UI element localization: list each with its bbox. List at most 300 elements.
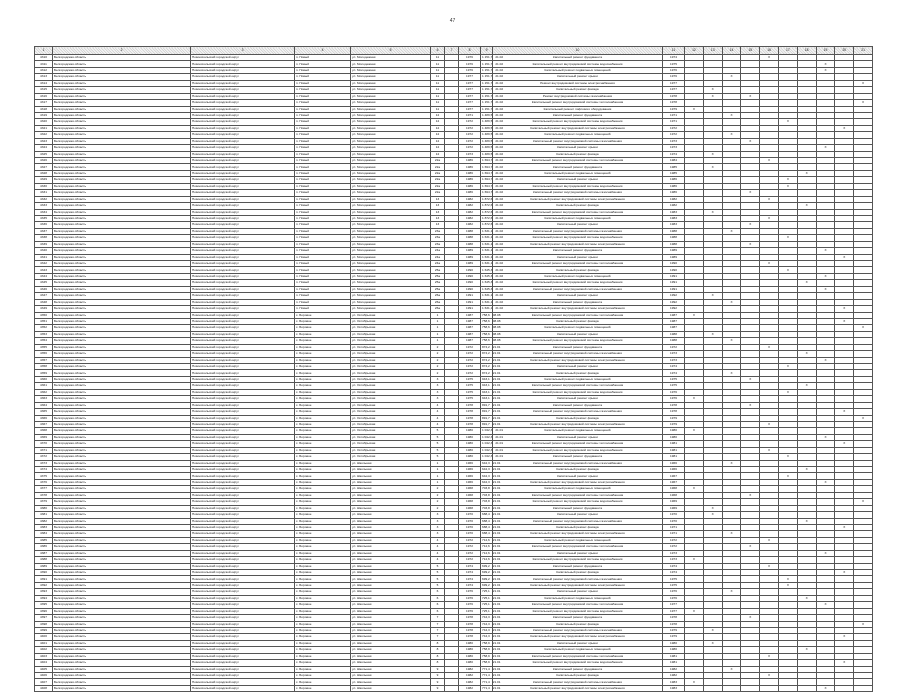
total-area [481, 93, 504, 99]
registration-date: 21.01 [492, 640, 501, 645]
locality: п. Новый [295, 93, 351, 99]
commission-year: 1982 [459, 203, 481, 209]
house-number: 25а [431, 280, 445, 286]
work-type: Капитальный ремонт фундамента [493, 454, 663, 460]
column-number-header: 11 [663, 47, 685, 55]
total-area [481, 499, 501, 505]
house-number: 11 [431, 80, 445, 86]
registration-date: 21.02 [495, 267, 504, 272]
total-area [481, 679, 501, 685]
row-number: 4386 [35, 544, 53, 550]
locality: п. Новый [295, 177, 351, 183]
registration-date: 21.01 [492, 473, 501, 478]
total-area [481, 627, 501, 633]
street: ул. Молодежная [351, 177, 431, 183]
work-type: Капитальный ремонт крыши [493, 589, 663, 595]
district-name: Новооскольский городской округ [191, 254, 295, 260]
mark-cell: X [703, 151, 722, 157]
mark-cell: X [685, 106, 704, 112]
work-type: Капитальный ремонт лифтового оборудования [493, 106, 663, 112]
mark-cell: X [797, 383, 816, 389]
commission-year: 1980 [459, 447, 481, 453]
locality: п. Новый [295, 67, 351, 73]
total-area [481, 640, 501, 646]
locality: с. Боровое [295, 396, 351, 402]
total-area-value: 1 631,1 [482, 235, 493, 240]
registration-date: 21.02 [495, 55, 504, 60]
total-area [481, 312, 501, 318]
total-area-value: 712,6 [482, 537, 490, 542]
total-area [481, 138, 504, 144]
total-area-value: 758,9 [482, 660, 490, 665]
registration-date: 21.01 [492, 653, 501, 658]
work-type: Капитальный ремонт крыши [493, 396, 663, 402]
region-name: Белгородская область [53, 209, 191, 215]
commission-year: 1982 [459, 673, 481, 679]
total-area [481, 177, 504, 183]
district-name: Новооскольский городской округ [191, 409, 295, 415]
registration-date: 21.02 [495, 209, 504, 214]
commission-year: 1972 [459, 351, 481, 357]
district-name: Новооскольский городской округ [191, 306, 295, 312]
locality: п. Новый [295, 80, 351, 86]
locality: с. Боровое [295, 544, 351, 550]
total-area-value: 1 631,1 [482, 248, 493, 253]
district-name: Новооскольский городской округ [191, 454, 295, 460]
registration-date: 21.02 [495, 145, 504, 150]
total-area [481, 74, 504, 80]
registration-date: 21.01 [492, 608, 501, 613]
district-name: Новооскольский городской округ [191, 524, 295, 530]
column-number-header: 1 [35, 47, 53, 55]
total-area [481, 235, 504, 241]
column-number-header: 2 [53, 47, 191, 55]
total-area [481, 267, 504, 273]
registration-date: 21.01 [492, 621, 501, 626]
locality: с. Боровое [295, 344, 351, 350]
house-number: 5 [431, 582, 445, 588]
mark-cell: X [685, 608, 704, 614]
row-number: 4403 [35, 653, 53, 659]
mark-cell: X [760, 537, 779, 543]
planned-year: 1983 [663, 685, 685, 691]
commission-year: 1972 [459, 544, 481, 550]
region-name: Белгородская область [53, 460, 191, 466]
planned-year: 1968 [663, 492, 685, 498]
commission-year: 1970 [459, 512, 481, 518]
planned-year: 1972 [663, 544, 685, 550]
house-number: 3 [431, 512, 445, 518]
street: ул. Молодежная [351, 119, 431, 125]
street: ул. Школьная [351, 537, 431, 543]
registration-date: 21.01 [492, 389, 501, 394]
column-number-header: 3 [191, 47, 295, 55]
mark-cell: X [816, 248, 835, 254]
region-name: Белгородская область [53, 196, 191, 202]
row-number: 4331 [35, 190, 53, 196]
registration-date: 21.01 [492, 512, 501, 517]
street: ул. Школьная [351, 615, 431, 621]
work-type: Капитальный ремонт внутридомовой системы водоснабжения [493, 183, 663, 189]
district-name: Новооскольский городской округ [191, 293, 295, 299]
row-number: 4358 [35, 364, 53, 370]
house-number: 12 [431, 145, 445, 151]
locality: п. Новый [295, 209, 351, 215]
planned-year: 1979 [663, 106, 685, 112]
locality: с. Боровое [295, 582, 351, 588]
work-type: Капитальный ремонт внутридомовой системы теплоснабжения [493, 100, 663, 106]
house-number: 4 [431, 415, 445, 421]
registration-date: 21.01 [492, 666, 501, 671]
total-area [481, 100, 504, 106]
row-number: 4362 [35, 389, 53, 395]
total-area [481, 653, 501, 659]
row-number: 4327 [35, 164, 53, 170]
work-type: Капитальный ремонт фасада [493, 467, 663, 473]
locality: п. Новый [295, 138, 351, 144]
mark-cell: X [741, 222, 760, 228]
locality: п. Новый [295, 87, 351, 93]
house-number: 25а [431, 273, 445, 279]
house-number: 2 [431, 486, 445, 492]
house-number: 12 [431, 119, 445, 125]
work-type: Капитальный ремонт внутридомовой системы газоснабжения [493, 190, 663, 196]
mark-cell: X [835, 634, 854, 640]
total-area-value: 1 631,1 [482, 306, 493, 311]
region-name: Белгородская область [53, 145, 191, 151]
total-area-value: 1 042,3 [482, 434, 493, 439]
total-area-value: 1 631,1 [482, 228, 493, 233]
work-type: Капитальный ремонт внутридомовой системы электроснабжения [493, 685, 663, 691]
district-name: Новооскольский городской округ [191, 235, 295, 241]
registration-date: 21.01 [492, 351, 501, 356]
planned-year: 1991 [663, 273, 685, 279]
street: ул. Школьная [351, 505, 431, 511]
registration-date: 21.01 [492, 628, 501, 633]
row-number: 4389 [35, 563, 53, 569]
locality: с. Боровое [295, 589, 351, 595]
mark-cell: X [778, 473, 797, 479]
commission-year: 1989 [459, 254, 481, 260]
street: ул. Октябрьская [351, 376, 431, 382]
total-area-value: 758,6 [482, 331, 490, 336]
district-name: Новооскольский городской округ [191, 383, 295, 389]
house-number: 13 [431, 196, 445, 202]
street: ул. Школьная [351, 685, 431, 691]
mark-cell: X [685, 396, 704, 402]
region-name: Белгородская область [53, 100, 191, 106]
locality: с. Боровое [295, 666, 351, 672]
registration-date: 21.02 [495, 106, 504, 111]
total-area-value: 1 872,6 [482, 203, 493, 208]
mark-cell: X [741, 544, 760, 550]
total-area-value: 1 645,3 [482, 273, 493, 278]
row-number: 4369 [35, 434, 53, 440]
row-number: 4342 [35, 261, 53, 267]
mark-cell: X [703, 640, 722, 646]
row-number: 4356 [35, 351, 53, 357]
total-area-value: 758,6 [482, 312, 490, 317]
work-type: Капитальный ремонт фундамента [493, 248, 663, 254]
registration-date: 21.02 [495, 293, 504, 298]
total-area [481, 338, 501, 344]
house-number: 1 [431, 473, 445, 479]
work-type: Капитальный ремонт внутридомовой системы газоснабжения [493, 228, 663, 234]
region-name: Белгородская область [53, 344, 191, 350]
locality: п. Новый [295, 119, 351, 125]
commission-year: 1977 [459, 80, 481, 86]
registration-date: 08.08 [492, 319, 501, 324]
mark-cell: X [816, 145, 835, 151]
table-row [35, 685, 873, 691]
region-name: Белгородская область [53, 132, 191, 138]
planned-year: 1982 [663, 203, 685, 209]
row-number: 4322 [35, 132, 53, 138]
commission-year: 1982 [459, 196, 481, 202]
registration-date: 21.01 [492, 544, 501, 549]
column-number-header: 18 [797, 47, 816, 55]
street: ул. Молодежная [351, 299, 431, 305]
total-area [481, 87, 504, 93]
house-number: 2 [431, 357, 445, 363]
total-area [481, 492, 501, 498]
work-type: Капитальный ремонт внутридомовой системы газоснабжения [493, 576, 663, 582]
house-number: 9 [431, 666, 445, 672]
house-number: 12 [431, 125, 445, 131]
registration-date: 21.01 [492, 550, 501, 555]
total-area-value: 725,1 [482, 608, 490, 613]
locality: п. Новый [295, 273, 351, 279]
mark-cell [703, 685, 722, 691]
region-name: Белгородская область [53, 318, 191, 324]
locality: п. Новый [295, 196, 351, 202]
locality: п. Новый [295, 306, 351, 312]
mark-cell [854, 685, 873, 691]
district-name: Новооскольский городской округ [191, 145, 295, 151]
planned-year: 1971 [663, 524, 685, 530]
registration-date: 08.08 [492, 325, 501, 330]
district-name: Новооскольский городской округ [191, 492, 295, 498]
total-area [481, 280, 504, 286]
locality: п. Новый [295, 183, 351, 189]
district-name: Новооскольский городской округ [191, 576, 295, 582]
work-type: Капитальный ремонт подвальных помещений [493, 325, 663, 331]
locality: с. Боровое [295, 647, 351, 653]
region-name: Белгородская область [53, 248, 191, 254]
commission-year: 1990 [459, 267, 481, 273]
work-type: Капитальный ремонт внутридомовой системы теплоснабжения [493, 312, 663, 318]
street: ул. Молодежная [351, 235, 431, 241]
planned-year: 1977 [663, 608, 685, 614]
mark-cell: X [760, 261, 779, 267]
commission-year: 1975 [459, 383, 481, 389]
total-area-value: 1 151,7 [482, 100, 493, 105]
work-type: Капитальный ремонт подвальных помещений [493, 273, 663, 279]
total-area [481, 331, 501, 337]
mark-cell: X [854, 325, 873, 331]
work-type: Капитальный ремонт крыши [493, 550, 663, 556]
planned-year: 1991 [663, 280, 685, 286]
region-name: Белгородская область [53, 409, 191, 415]
commission-year: 1976 [459, 61, 481, 67]
district-name: Новооскольский городской округ [191, 280, 295, 286]
planned-year: 1986 [663, 190, 685, 196]
commission-year: 1972 [459, 364, 481, 370]
region-name: Белгородская область [53, 215, 191, 221]
total-area-value: 744,3 [482, 615, 490, 620]
commission-year: 1972 [459, 125, 481, 131]
planned-year: 1975 [663, 576, 685, 582]
column-number-header: 5 [351, 47, 431, 55]
district-name: Новооскольский городской округ [191, 376, 295, 382]
work-type: Капитальный ремонт фасада [493, 267, 663, 273]
region-name: Белгородская область [53, 415, 191, 421]
region-name: Белгородская область [53, 518, 191, 524]
locality: с. Боровое [295, 421, 351, 427]
mark-cell: X [703, 293, 722, 299]
locality: с. Боровое [295, 338, 351, 344]
work-type: Капитальный ремонт внутридомовой системы водоснабжения [493, 280, 663, 286]
district-name: Новооскольский городской округ [191, 557, 295, 563]
total-area-value: 712,6 [482, 557, 490, 562]
work-type: Ремонт внутридомовой системы электроснабжения [493, 80, 663, 86]
locality: п. Новый [295, 145, 351, 151]
row-number: 4323 [35, 138, 53, 144]
mark-cell: X [816, 273, 835, 279]
house-number: 3 [431, 383, 445, 389]
mark-cell: X [741, 93, 760, 99]
planned-year: 1978 [663, 621, 685, 627]
work-type: Капитальный ремонт фундамента [493, 666, 663, 672]
commission-year: 1976 [459, 595, 481, 601]
registration-date: 21.01 [492, 557, 501, 562]
mark-cell [685, 685, 704, 691]
work-type: Капитальный ремонт внутридомовой системы газоснабжения [493, 460, 663, 466]
district-name: Новооскольский городской округ [191, 325, 295, 331]
register-sheet [34, 46, 872, 692]
region-name: Белгородская область [53, 383, 191, 389]
house-number: 13 [431, 203, 445, 209]
mark-cell: X [835, 409, 854, 415]
district-name: Новооскольский городской округ [191, 370, 295, 376]
total-area-value: 725,1 [482, 602, 490, 607]
mark-cell: X [835, 441, 854, 447]
house-number: 8 [431, 660, 445, 666]
work-type: Капитальный ремонт внутридомовой системы электроснабжения [493, 421, 663, 427]
planned-year: 1992 [663, 299, 685, 305]
total-area [481, 402, 501, 408]
work-type: Капитальный ремонт подвальных помещений [493, 595, 663, 601]
total-area-value: 1 694,7 [482, 183, 493, 188]
locality: с. Боровое [295, 550, 351, 556]
district-name: Новооскольский городской округ [191, 550, 295, 556]
row-number: 4326 [35, 158, 53, 164]
region-name: Белгородская область [53, 164, 191, 170]
street: ул. Октябрьская [351, 370, 431, 376]
total-area [481, 364, 501, 370]
total-area-value: 1 872,6 [482, 222, 493, 227]
total-area-value: 712,6 [482, 550, 490, 555]
commission-year: 1972 [459, 550, 481, 556]
registration-date: 08.08 [492, 312, 501, 317]
work-type: Капитальный ремонт фундамента [493, 112, 663, 118]
total-area [481, 441, 504, 447]
district-name: Новооскольский городской округ [191, 512, 295, 518]
commission-year: 1991 [459, 293, 481, 299]
work-type: Капитальный ремонт подвальных помещений [493, 170, 663, 176]
house-number: 12 [431, 151, 445, 157]
region-name: Белгородская область [53, 254, 191, 260]
district-name: Новооскольский городской округ [191, 537, 295, 543]
street: ул. Молодежная [351, 67, 431, 73]
commission-year: 1973 [459, 151, 481, 157]
commission-year: 1987 [459, 312, 481, 318]
mark-cell: X [685, 312, 704, 318]
column-number-header: 13 [703, 47, 722, 55]
street: ул. Школьная [351, 589, 431, 595]
mark-cell: X [703, 209, 722, 215]
total-area-value: 1 151,7 [482, 87, 493, 92]
region-name: Белгородская область [53, 261, 191, 267]
row-number: 4376 [35, 479, 53, 485]
locality: с. Боровое [295, 479, 351, 485]
locality: п. Новый [295, 248, 351, 254]
locality: с. Боровое [295, 679, 351, 685]
registration-date: 21.02 [495, 196, 504, 201]
total-area-value: 744,3 [482, 621, 490, 626]
planned-year: 1988 [663, 235, 685, 241]
mark-cell: X [778, 576, 797, 582]
total-area [481, 428, 504, 434]
work-type: Капитальный ремонт фундамента [493, 505, 663, 511]
total-area-value: 703,8 [482, 499, 490, 504]
district-name: Новооскольский городской округ [191, 177, 295, 183]
locality: п. Новый [295, 203, 351, 209]
street: ул. Октябрьская [351, 396, 431, 402]
street: ул. Школьная [351, 460, 431, 466]
planned-year: 1981 [663, 441, 685, 447]
planned-year: 1975 [663, 376, 685, 382]
house-number: 26а [431, 299, 445, 305]
house-number: 1 [431, 325, 445, 331]
region-name: Белгородская область [53, 170, 191, 176]
region-name: Белгородская область [53, 647, 191, 653]
street: ул. Школьная [351, 479, 431, 485]
district-name: Новооскольский городской округ [191, 299, 295, 305]
mark-cell: X [797, 647, 816, 653]
region-name: Белгородская область [53, 467, 191, 473]
work-type: Капитальный ремонт крыши [493, 145, 663, 151]
row-number: 4364 [35, 402, 53, 408]
column-number-header: 4 [295, 47, 351, 55]
registration-date: 21.02 [495, 177, 504, 182]
locality: п. Новый [295, 280, 351, 286]
row-number: 4390 [35, 570, 53, 576]
total-area [481, 524, 501, 530]
column-number-header: 9 [481, 47, 493, 55]
row-number: 4315 [35, 87, 53, 93]
district-name: Новооскольский городской округ [191, 615, 295, 621]
mark-cell: X [854, 100, 873, 106]
total-area-value: 1 489,5 [482, 132, 493, 137]
district-name: Новооскольский городской округ [191, 87, 295, 93]
commission-year: 1990 [459, 286, 481, 292]
total-area-value: 1 151,7 [482, 106, 493, 111]
region-name: Белгородская область [53, 673, 191, 679]
row-number: 4354 [35, 338, 53, 344]
work-type: Ремонт внутридомовой системы газоснабжения [493, 93, 663, 99]
planned-year: 1988 [663, 228, 685, 234]
